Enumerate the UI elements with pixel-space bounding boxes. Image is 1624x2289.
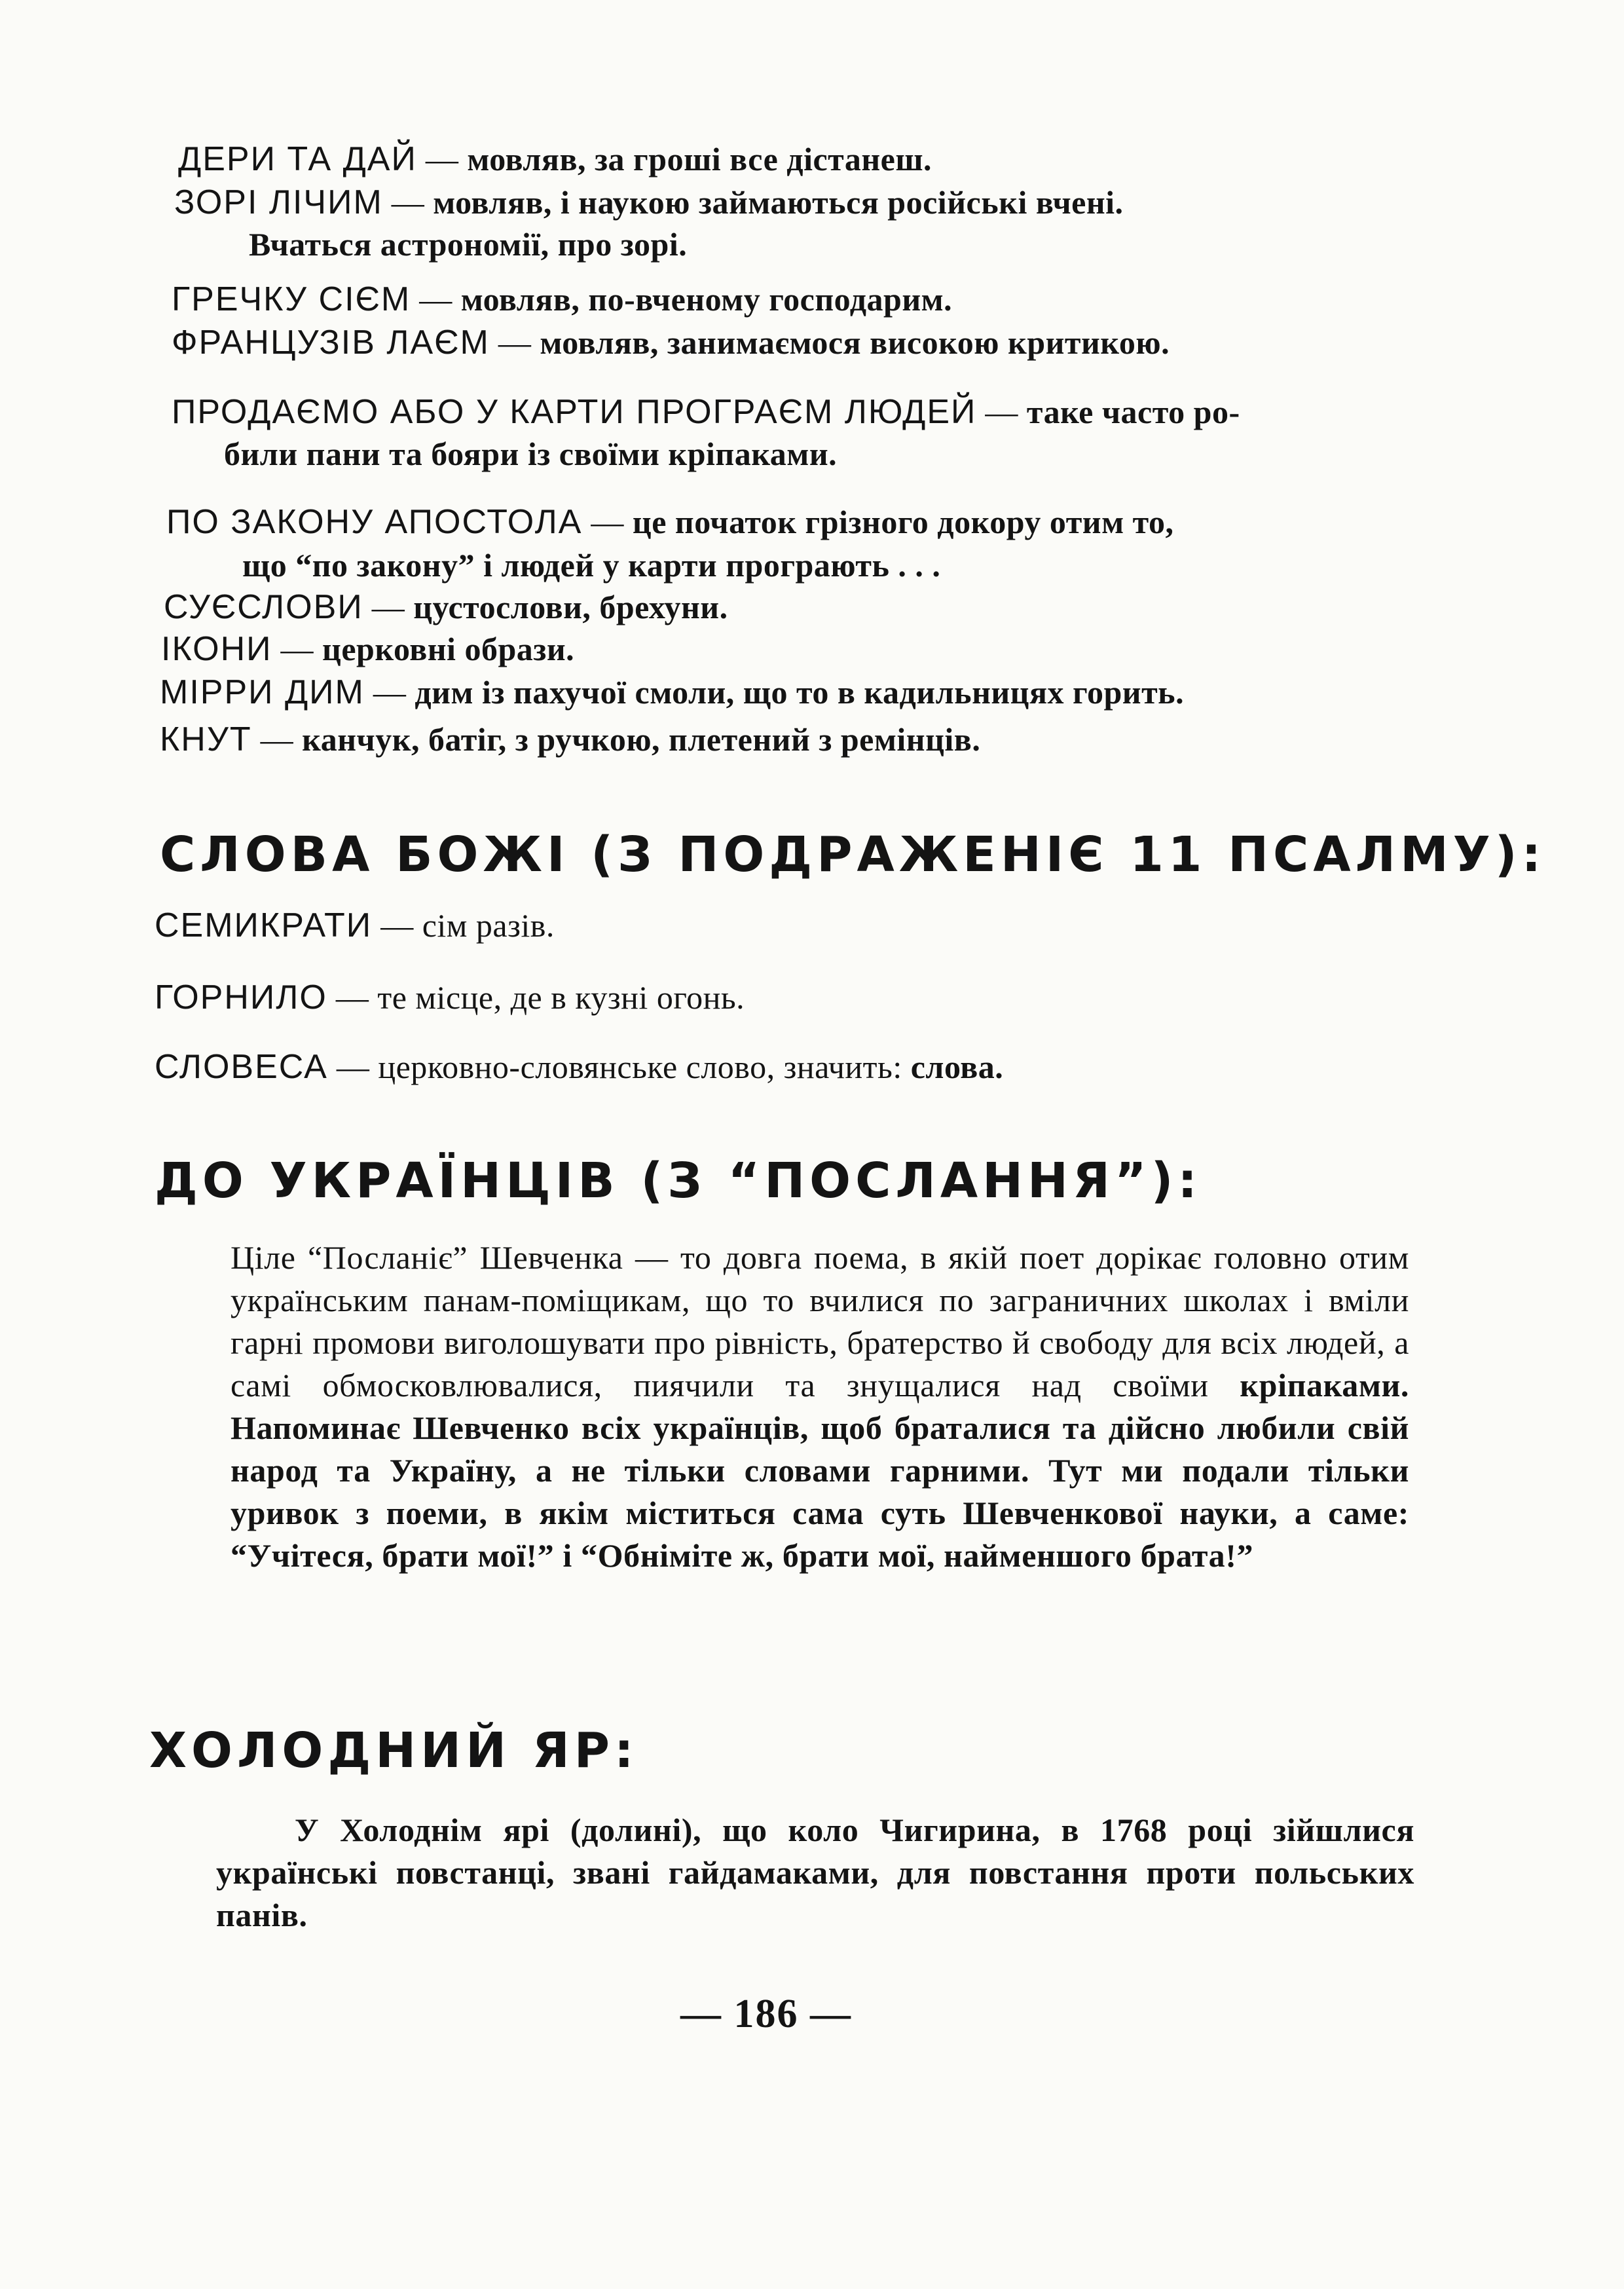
gloss-entry: СУЄСЛОВИ — цустослови, брехуни. bbox=[164, 588, 728, 626]
gloss-term: ПРОДАЄМО АБО У КАРТИ ПРОГРАЄМ ЛЮДЕЙ bbox=[172, 393, 977, 431]
section-paragraph: У Холоднім ярі (долині), що коло Чигирина, в 1768 році зійшлися українські повстанці, звані гайдамаками, для повстання проти польських панів. bbox=[216, 1812, 1414, 1933]
gloss-definition: цустослови, брехуни. bbox=[413, 589, 728, 625]
gloss-entry: ІКОНИ — церковні образи. bbox=[161, 630, 575, 668]
page-number: — 186 — bbox=[680, 1992, 852, 2036]
gloss-definition: це початок грізного докору отим то, bbox=[632, 504, 1174, 540]
gloss-term: ФРАНЦУЗІВ ЛАЄМ bbox=[172, 324, 490, 362]
gloss-term: ГОРНИЛО bbox=[155, 978, 327, 1016]
gloss-entry: ГРЕЧКУ СІЄМ — мовляв, по-вченому господарим. bbox=[172, 280, 953, 318]
section-heading: ДО УКРАЇНЦІВ (З “ПОСЛАННЯ”): bbox=[155, 1153, 1202, 1209]
section-paragraph: Ціле “Посланіє” Шевченка — то довга поема, в якій поет дорікає головно отим українським панам-поміщикам, що то вчилися по заграничних школах і вміли гарні промови виголошувати про рівність, братерство й свободу для всіх людей, а самі обмосковлювалися, пиячили та знущалися над своїми кріпаками. Напоминає Шевченко всіх українців, щоб браталися та дійсно любили свій народ та Україну, а не тільки словами гарними. Тут ми подали тільки уривок з поеми, в якім міститься сама суть Шевченкової науки, а саме: “Учітеся, брати мої!” і “Обніміте ж, брати мої, найменшого брата!” bbox=[231, 1239, 1409, 1574]
gloss-term: КНУТ bbox=[160, 720, 252, 758]
gloss-term: ІКОНИ bbox=[161, 630, 272, 668]
gloss-term: ДЕРИ ТА ДАЙ bbox=[178, 140, 417, 178]
gloss-term: СЕМИКРАТИ bbox=[155, 906, 373, 944]
gloss-entry: ПО ЗАКОНУ АПОСТОЛА — це початок грізного докору отим то, bbox=[166, 503, 1174, 541]
gloss-definition: мовляв, за гроші все дістанеш. bbox=[467, 141, 932, 177]
gloss-term: ЗОРІ ЛІЧИМ bbox=[174, 183, 383, 221]
gloss-entry: ФРАНЦУЗІВ ЛАЄМ — мовляв, занимаємося високою критикою. bbox=[172, 324, 1170, 362]
gloss-entry: СЛОВЕСА — церковно-словянське слово, значить: слова. bbox=[155, 1048, 1004, 1086]
section-heading: ХОЛОДНИЙ ЯР: bbox=[149, 1722, 638, 1779]
gloss-definition: дим із пахучої смоли, що то в кадильницях горить. bbox=[415, 674, 1185, 711]
gloss-definition: таке часто ро- bbox=[1026, 394, 1240, 430]
gloss-term: СЛОВЕСА bbox=[155, 1048, 328, 1086]
gloss-definition: канчук, батіг, з ручкою, плетений з ремінців. bbox=[302, 721, 981, 758]
gloss-continuation: Вчаться астрономії, про зорі. bbox=[249, 226, 688, 263]
gloss-entry: ЗОРІ ЛІЧИМ — мовляв, і наукою займаються російські вчені. bbox=[174, 183, 1124, 221]
section-heading: СЛОВА БОЖІ (З ПОДРАЖЕНІЄ 11 ПСАЛМУ): bbox=[160, 827, 1546, 883]
gloss-definition: церковно-словянське слово, значить: bbox=[378, 1049, 902, 1085]
gloss-definition: мовляв, занимаємося високою критикою. bbox=[540, 324, 1170, 361]
gloss-continuation: що “по закону” і людей у карти програють . . . bbox=[242, 547, 941, 584]
gloss-continuation: били пани та бояри із своїми кріпаками. bbox=[224, 436, 838, 472]
gloss-entry: СЕМИКРАТИ — сім разів. bbox=[155, 906, 555, 944]
gloss-entry: ПРОДАЄМО АБО У КАРТИ ПРОГРАЄМ ЛЮДЕЙ — таке часто ро- bbox=[172, 393, 1240, 431]
gloss-entry: ГОРНИЛО — те місце, де в кузні огонь. bbox=[155, 978, 745, 1016]
gloss-definition: те місце, де в кузні огонь. bbox=[377, 979, 745, 1016]
gloss-definition: церковні образи. bbox=[322, 631, 575, 667]
gloss-term: ГРЕЧКУ СІЄМ bbox=[172, 280, 411, 318]
gloss-term: МІРРИ ДИМ bbox=[160, 673, 365, 711]
gloss-definition: мовляв, і наукою займаються російські вчені. bbox=[433, 184, 1124, 221]
gloss-entry: МІРРИ ДИМ — дим із пахучої смоли, що то в кадильницях горить. bbox=[160, 673, 1185, 711]
gloss-term: ПО ЗАКОНУ АПОСТОЛА bbox=[166, 503, 583, 541]
gloss-definition-bold: слова. bbox=[910, 1049, 1004, 1085]
gloss-definition: сім разів. bbox=[422, 907, 555, 944]
gloss-entry: ДЕРИ ТА ДАЙ — мовляв, за гроші все дістанеш. bbox=[178, 140, 932, 178]
gloss-definition: мовляв, по-вченому господарим. bbox=[460, 281, 953, 318]
gloss-entry: КНУТ — канчук, батіг, з ручкою, плетений з ремінців. bbox=[160, 720, 981, 758]
gloss-term: СУЄСЛОВИ bbox=[164, 588, 363, 626]
